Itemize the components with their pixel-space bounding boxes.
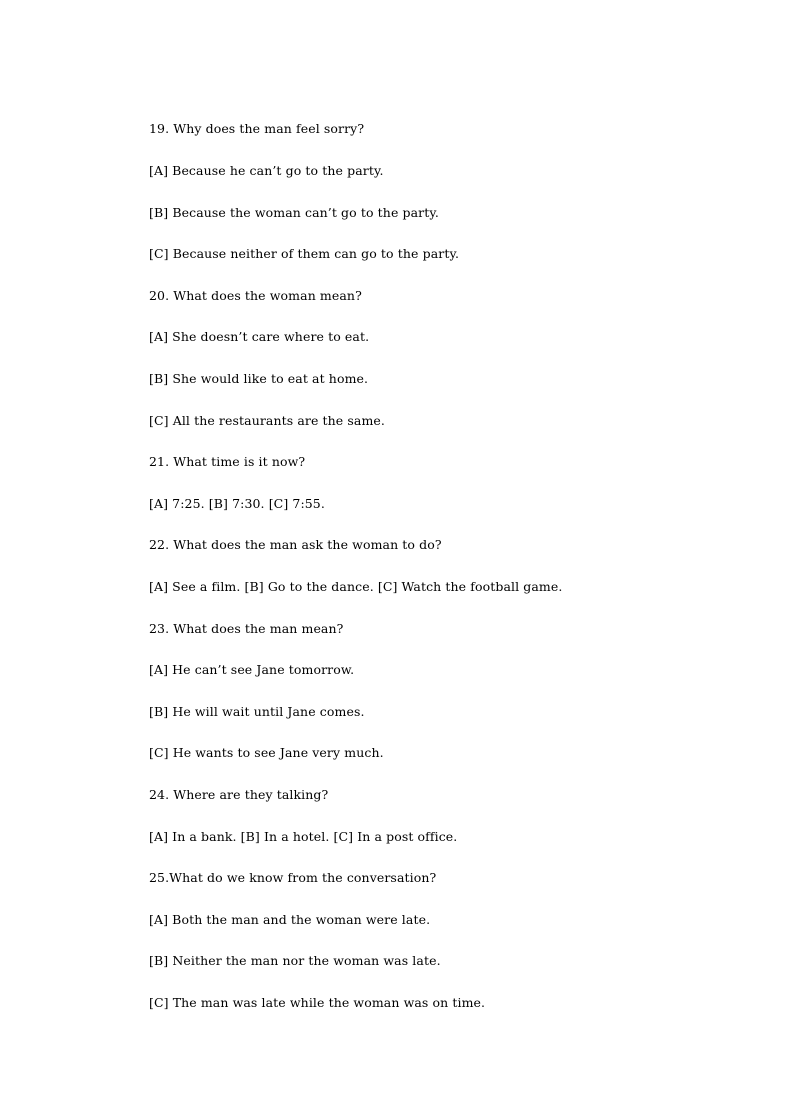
option-25-b: [B] Neither the man nor the woman was late. xyxy=(149,953,441,968)
options-24: [A] In a bank. [B] In a hotel. [C] In a post office. xyxy=(149,829,458,844)
option-25-c: [C] The man was late while the woman was on time. xyxy=(149,995,486,1010)
option-23-a: [A] He can’t see Jane tomorrow. xyxy=(149,662,355,677)
question-19: 19. Why does the man feel sorry? xyxy=(149,121,365,136)
options-22: [A] See a film. [B] Go to the dance. [C] Watch the football game. xyxy=(149,579,563,594)
option-20-c: [C] All the restaurants are the same. xyxy=(149,413,385,428)
option-23-c: [C] He wants to see Jane very much. xyxy=(149,745,384,760)
question-21: 21. What time is it now? xyxy=(149,454,306,469)
option-19-b: [B] Because the woman can’t go to the party. xyxy=(149,205,439,220)
question-20: 20. What does the woman mean? xyxy=(149,288,362,303)
question-22: 22. What does the man ask the woman to do? xyxy=(149,537,442,552)
question-23: 23. What does the man mean? xyxy=(149,621,344,636)
question-25: 25.What do we know from the conversation? xyxy=(149,870,437,885)
option-19-a: [A] Because he can’t go to the party. xyxy=(149,163,384,178)
option-20-a: [A] She doesn’t care where to eat. xyxy=(149,329,370,344)
option-19-c: [C] Because neither of them can go to the party. xyxy=(149,246,460,261)
option-20-b: [B] She would like to eat at home. xyxy=(149,371,369,386)
question-24: 24. Where are they talking? xyxy=(149,787,329,802)
option-25-a: [A] Both the man and the woman were late. xyxy=(149,912,431,927)
options-21: [A] 7:25. [B] 7:30. [C] 7:55. xyxy=(149,496,325,511)
option-23-b: [B] He will wait until Jane comes. xyxy=(149,704,365,719)
